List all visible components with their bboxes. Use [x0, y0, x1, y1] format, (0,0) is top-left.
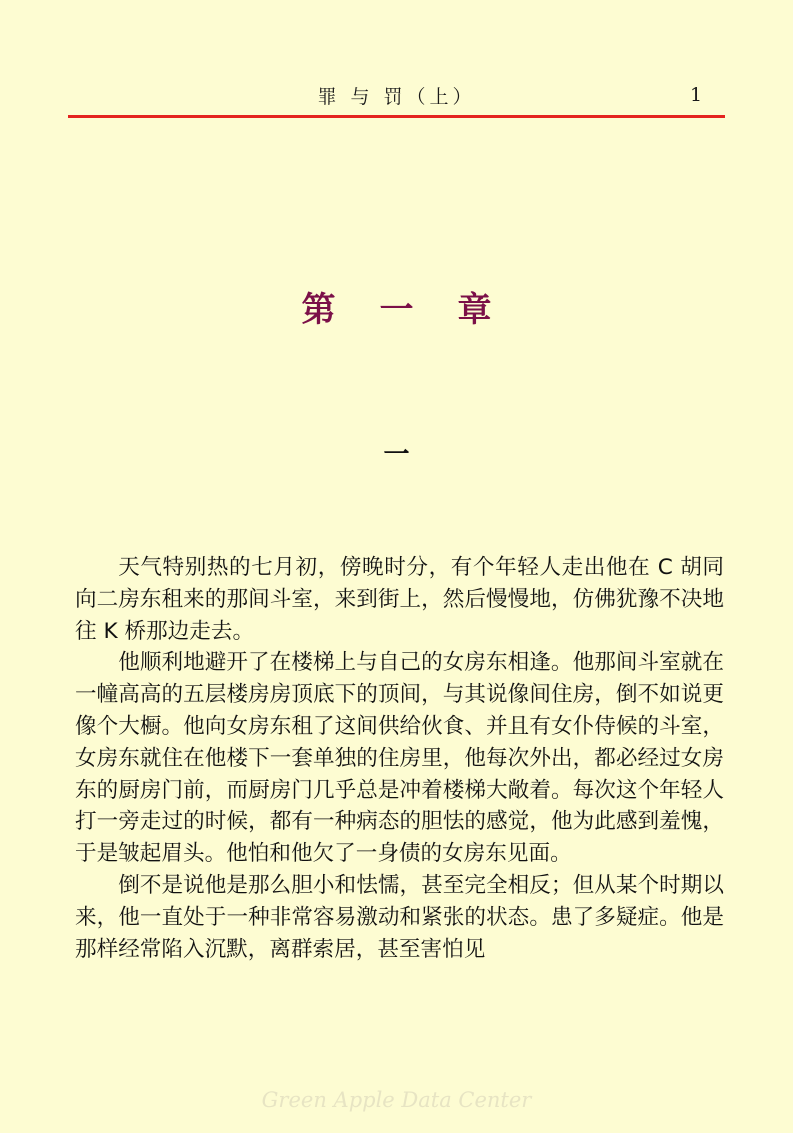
- body-text: [75, 552, 724, 965]
- paragraph-1: 天气特别热的七月初，傍晚时分，有个年轻人走出他在 C 胡同向二房东租来的那间斗室，来到街上，然后慢慢地，仿佛犹豫不决地往 K 桥那边走去。: [75, 555, 724, 644]
- section-number: 一: [383, 440, 410, 470]
- chapter-title: 第一章: [301, 290, 536, 330]
- paragraph-2: 他顺利地避开了在楼梯上与自己的女房东相逢。他那间斗室就在一幢高高的五层楼房房顶底下的顶间，与其说像间住房，倒不如说更像个大橱。他向女房东租了这间供给伙食、并且有女仆侍候的斗室，女房东就住在他楼下一套单独的住房里，他每次外出，都必经过女房东的厨房门前，而厨房门几乎总是冲着楼梯大敞着。每次这个年轻人打一旁走过的时候，都有一种病态的胆怯的感觉，他为此感到羞愧，于是皱起眉头。他怕和他欠了一身债的女房东见面。: [75, 650, 724, 867]
- header-rule: [68, 115, 725, 118]
- running-header: [0, 78, 793, 108]
- watermark: Green Apple Data Center: [261, 1088, 532, 1112]
- paragraph-3: 倒不是说他是那么胆小和怯懦，甚至完全相反；但从某个时期以来，他一直处于一种非常容易激动和紧张的状态。患了多疑症。他是那样经常陷入沉默，离群索居，甚至害怕见: [75, 872, 724, 962]
- book-title: 罪 与 罚（上）: [317, 86, 476, 108]
- page-number: 1: [690, 84, 703, 106]
